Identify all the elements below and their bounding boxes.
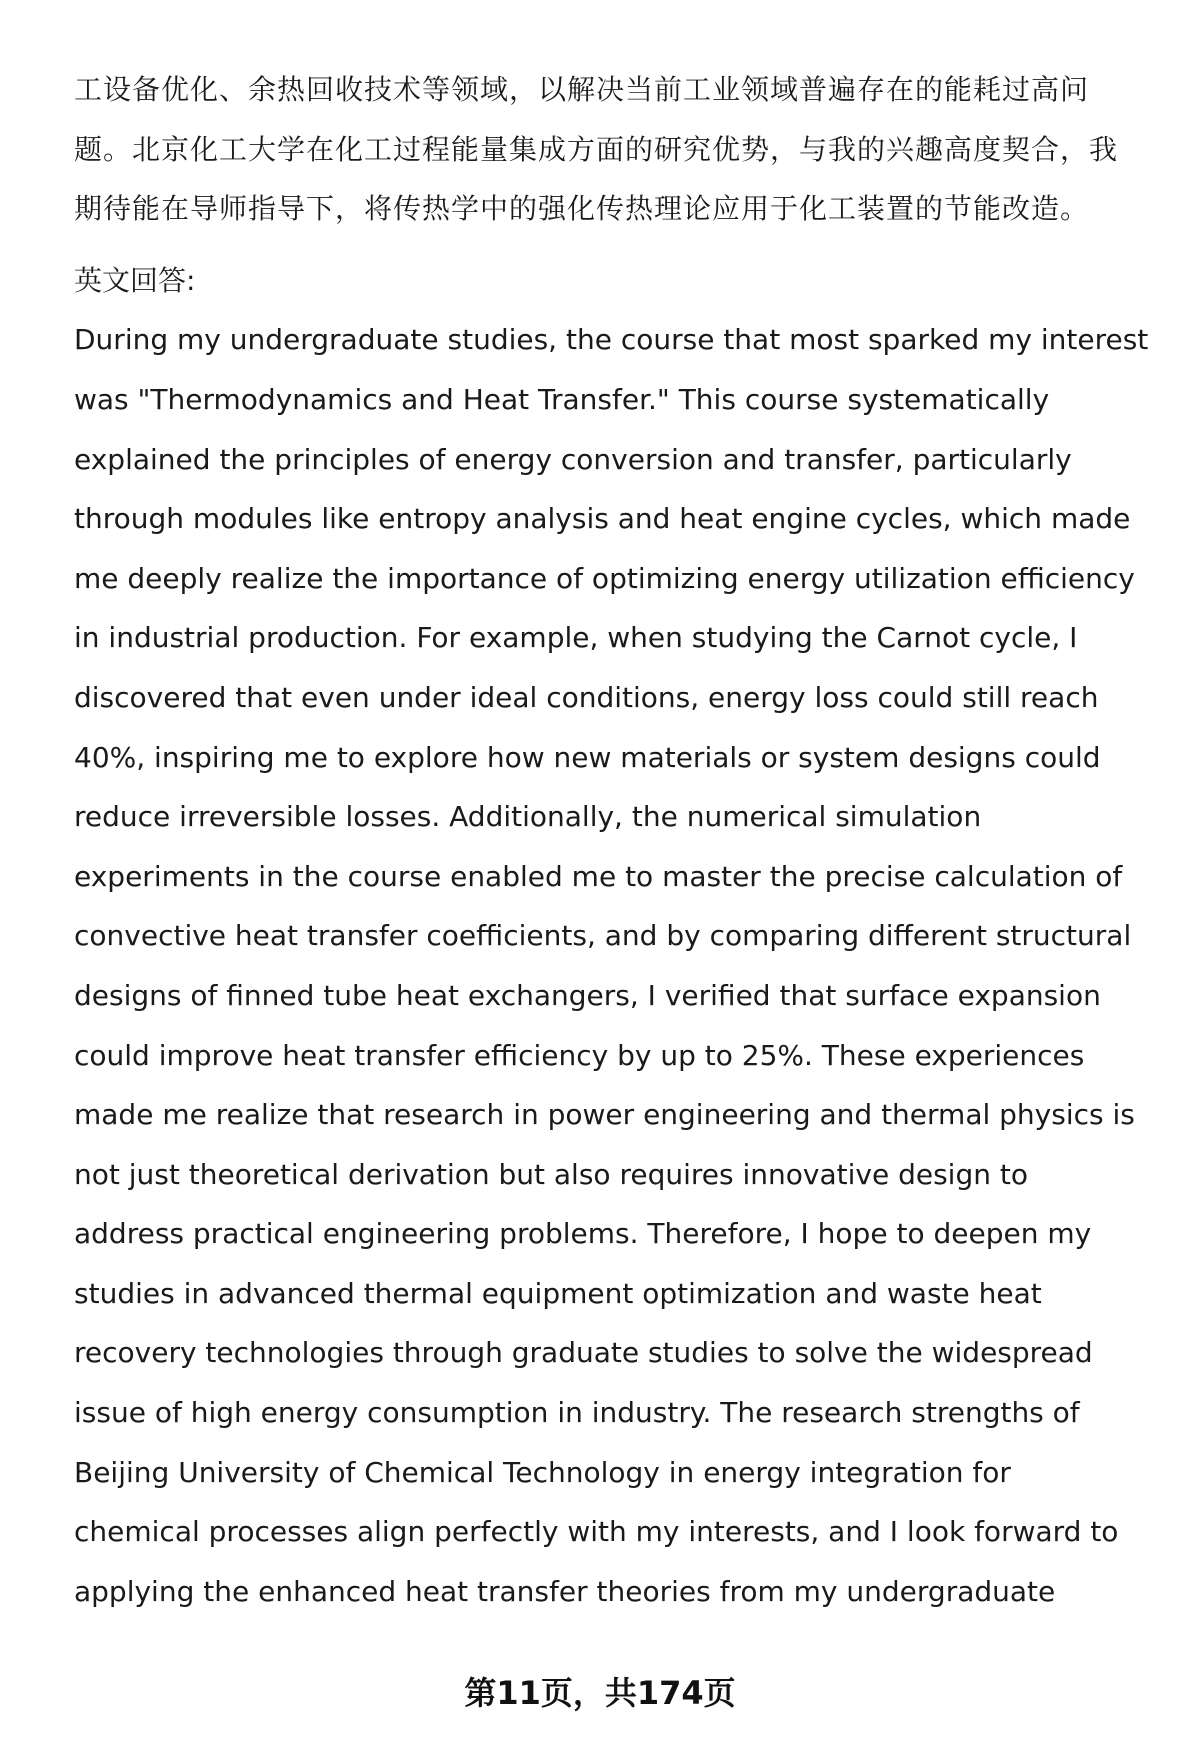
text-line: 期待能在导师指导下，将传热学中的强化传热理论应用于化工装置的节能改造。	[74, 192, 1090, 226]
text-line: studies in advanced thermal equipment optimization and waste heat	[74, 1276, 1042, 1310]
text-line: 工设备优化、余热回收技术等领域，以解决当前工业领域普遍存在的能耗过高问	[74, 73, 1090, 106]
text-line: 40%, inspiring me to explore how new materials or system designs could	[74, 740, 1101, 774]
text-line: 题。北京化工大学在化工过程能量集成方面的研究优势，与我的兴趣高度契合，我	[74, 132, 1119, 166]
text-line: experiments in the course enabled me to master the precise calculation of	[74, 859, 1123, 893]
text-line: recovery technologies through graduate studies to solve the widespread	[74, 1336, 1093, 1370]
text-line: Beijing University of Chemical Technology in energy integration for	[74, 1455, 1011, 1489]
page-content	[74, 60, 1164, 1621]
text-line: reduce irreversible losses. Additionally, the numerical simulation	[74, 800, 982, 834]
text-line: chemical processes align perfectly with my interests, and I look forward to	[74, 1515, 1119, 1549]
english-paragraph	[74, 310, 1164, 1621]
english-answer-label: 英文回答:	[74, 263, 196, 297]
page-number-footer: 第11页，共174页	[464, 1674, 736, 1712]
text-line: made me realize that research in power engineering and thermal physics is	[74, 1098, 1135, 1132]
text-line: issue of high energy consumption in industry. The research strengths of	[74, 1396, 1080, 1430]
text-line: During my undergraduate studies, the course that most sparked my interest	[74, 323, 1149, 357]
text-line: designs of finned tube heat exchangers, I verified that surface expansion	[74, 978, 1101, 1012]
text-line: was "Thermodynamics and Heat Transfer." This course systematically	[74, 382, 1050, 416]
text-line: applying the enhanced heat transfer theories from my undergraduate	[74, 1574, 1056, 1608]
text-line: explained the principles of energy conversion and transfer, particularly	[74, 442, 1072, 476]
text-line: convective heat transfer coefficients, and by comparing different structural	[74, 919, 1132, 953]
text-line: discovered that even under ideal conditions, energy loss could still reach	[74, 680, 1099, 714]
text-line: not just theoretical derivation but also requires innovative design to	[74, 1157, 1028, 1191]
text-line: through modules like entropy analysis and heat engine cycles, which made	[74, 502, 1131, 536]
text-line: me deeply realize the importance of optimizing energy utilization efficiency	[74, 561, 1135, 595]
text-line: could improve heat transfer efficiency by up to 25%. These experiences	[74, 1038, 1085, 1072]
text-line: address practical engineering problems. Therefore, I hope to deepen my	[74, 1217, 1092, 1251]
text-line: in industrial production. For example, when studying the Carnot cycle, I	[74, 621, 1078, 655]
paragraph-gap	[74, 239, 1164, 251]
chinese-paragraph	[74, 60, 1164, 239]
